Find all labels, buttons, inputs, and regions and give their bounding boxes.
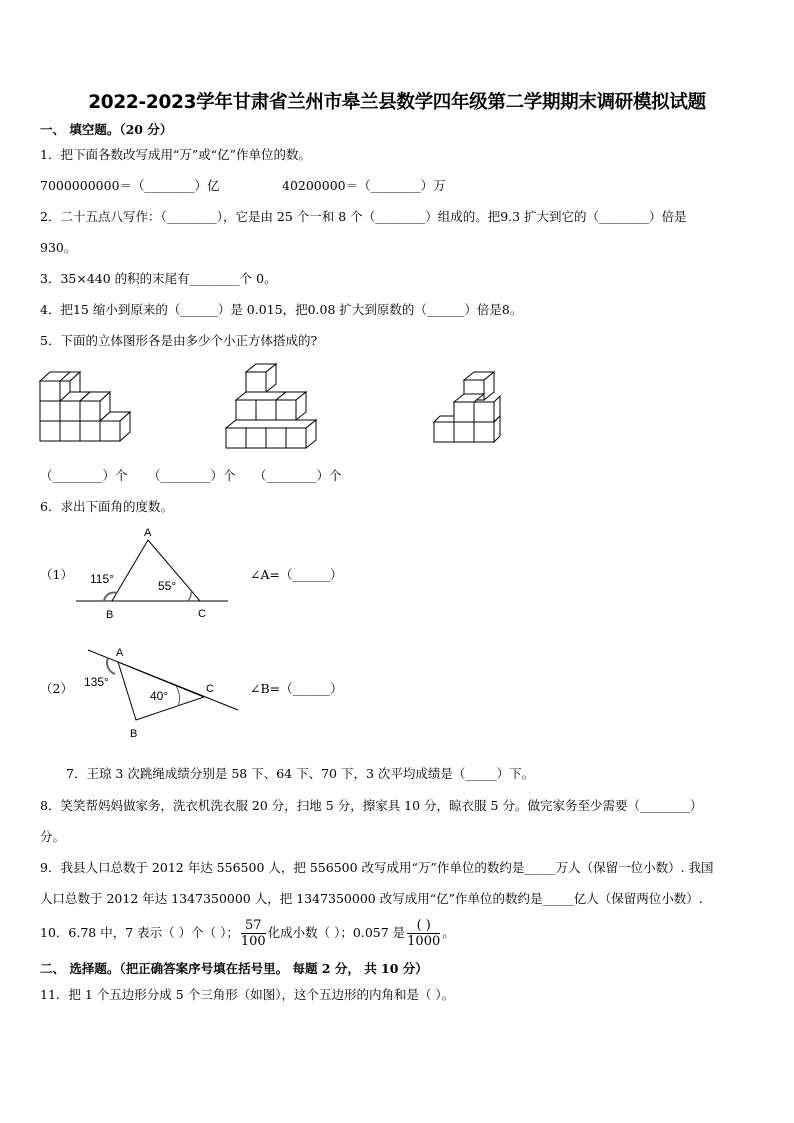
section-1-heading: 一、 填空题。（20 分） <box>40 122 173 137</box>
triangle-2-angle-135: 135° <box>84 675 109 689</box>
cube-figure-2 <box>222 360 332 456</box>
triangle-1-vertex-b: B <box>106 609 114 621</box>
fraction-blank-1000 <box>407 918 440 949</box>
cube-figure-1 <box>36 362 136 458</box>
question-3: 3．35×440 的积的末尾有________个 0。 <box>40 271 277 286</box>
question-6-part-2-answer: ∠B=（______） <box>250 681 343 696</box>
question-6-part-2-label: （2） <box>40 681 73 696</box>
fraction-57-100 <box>241 918 266 949</box>
question-6-part-1-answer: ∠A=（______） <box>250 567 343 582</box>
question-1: 1．把下面各数改写成用“万”或“亿”作单位的数。 <box>40 147 312 162</box>
question-1-part-b: 40200000＝（________）万 <box>282 178 446 193</box>
triangle-1-angle-55: 55° <box>158 579 177 593</box>
question-8-line-2: 分。 <box>40 829 66 844</box>
question-11: 11．把 1 个五边形分成 5 个三角形（如图），这个五边形的内角和是（ ）。 <box>40 987 455 1002</box>
question-10-part-2: 化成小数（ ）；0.057 是 <box>267 925 406 940</box>
cube-figure-3 <box>430 368 510 458</box>
question-9-line-2: 人口总数于 2012 年达 1347350000 人，把 1347350000 改写成用“亿”作单位的数约是_____亿人（保留两位小数）. <box>40 891 703 906</box>
fraction-2-denominator: 1000 <box>407 934 441 949</box>
triangle-2-vertex-b: B <box>130 728 138 740</box>
fraction-2-numerator: ( ) <box>407 918 440 934</box>
question-5: 5．下面的立体图形各是由多少个小正方体搭成的? <box>40 333 318 348</box>
question-10 <box>40 918 455 949</box>
question-1-part-a: 7000000000＝（________）亿 <box>40 178 220 193</box>
triangle-1-angle-115: 115° <box>90 572 114 586</box>
question-7: 7．王琼 3 次跳绳成绩分别是 58 下、64 下、70 下，3 次平均成绩是（_____）下。 <box>66 766 535 781</box>
fraction-1-denominator: 100 <box>240 934 266 949</box>
question-8-line-1: 8．笑笑帮妈妈做家务，洗衣机洗衣服 20 分，扫地 5 分，擦家具 10 分，晾衣服 5 分。做完家务至少需要（________） <box>40 798 703 813</box>
question-10-part-3: 。 <box>442 925 455 940</box>
question-5-blank-3: （________）个 <box>254 468 342 483</box>
question-2-line-1: 2．二十五点八写作：（________），它是由 25 个一和 8 个（________）组成的。把9.3 扩大到它的（________）倍是 <box>40 209 687 224</box>
question-2-line-2: 930。 <box>40 240 77 255</box>
question-10-part-1: 10．6.78 中，7 表示（ ）个（ ）； <box>40 925 239 940</box>
page-title: 2022-2023学年甘肃省兰州市皋兰县数学四年级第二学期期末调研模拟试题 <box>88 92 706 113</box>
triangle-1-vertex-a: A <box>144 527 152 539</box>
question-5-blank-2: （________）个 <box>148 468 236 483</box>
triangle-figure-1 <box>70 522 240 626</box>
triangle-2-angle-40: 40° <box>150 689 169 703</box>
section-2-heading: 二、 选择题。（把正确答案序号填在括号里。 每题 2 分， 共 10 分） <box>40 961 428 976</box>
triangle-figure-2 <box>80 640 245 744</box>
triangle-1-vertex-c: C <box>198 608 206 620</box>
triangle-2-vertex-a: A <box>116 647 124 659</box>
question-9-line-1: 9．我县人口总数于 2012 年达 556500 人，把 556500 改写成用“万”作单位的数约是_____万人（保留一位小数）. 我国 <box>40 860 714 875</box>
question-6-part-1-label: （1） <box>40 567 73 582</box>
question-4: 4．把15 缩小到原来的（______）是 0.015，把0.08 扩大到原数的（______）倍是8。 <box>40 302 523 317</box>
question-5-blank-1: （________）个 <box>40 468 128 483</box>
question-6: 6．求出下面角的度数。 <box>40 499 173 514</box>
triangle-2-vertex-c: C <box>206 683 214 695</box>
fraction-1-numerator: 57 <box>241 918 266 934</box>
